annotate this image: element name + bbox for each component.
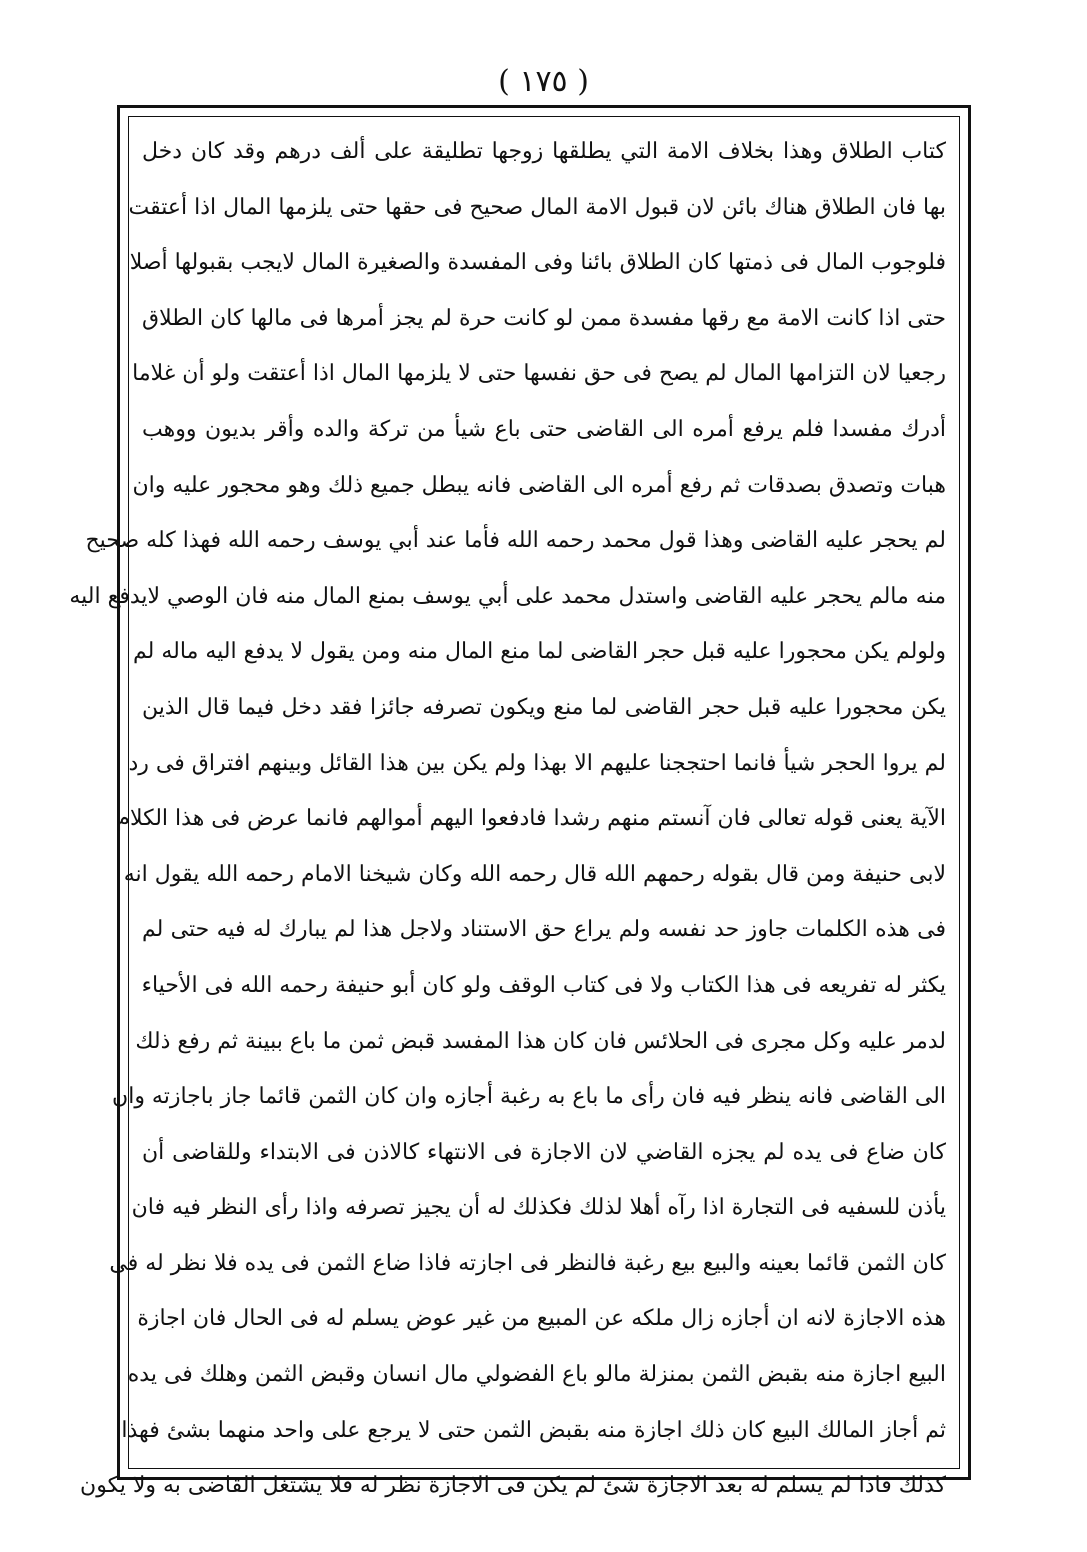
text-line: ثم أجاز المالك البيع كان ذلك اجازة منه بقبض الثمن حتى لا يرجع على واحد منهما بشئ فهذا	[121, 1417, 946, 1443]
text-line: منه مالم يحجر عليه القاضى واستدل محمد على أبي يوسف بمنع المال منه فان الوصي لايدفع اليه	[69, 583, 946, 609]
text-line: الآية يعنى قوله تعالى فان آنستم منهم رشدا فادفعوا اليهم أموالهم فانما عرض فى هذا الكلام	[116, 806, 946, 832]
text-line: يكن محجورا عليه قبل حجر القاضى لما منع ويكون تصرفه جائزا فقد دخل فيما قال الذين	[142, 694, 946, 720]
text-line: الى القاضى فانه ينظر فيه فان رأى ما باع به رغبة أجازه وان كان الثمن قائما جاز باجازته وان	[112, 1084, 946, 1110]
text-line: رجعيا لان التزامها المال لم يصح فى حق نفسها حتى لا يلزمها المال اذا أعتقت ولو أن غلاما	[132, 361, 946, 387]
text-line: لدمر عليه وكل مجرى فى الحلائس فان كان هذا المفسد قبض ثمن ما باع ببينة ثم رفع ذلك	[135, 1028, 946, 1054]
text-line: يكثر له تفريعه فى هذا الكتاب ولا فى كتاب الوقف ولو كان أبو حنيفة رحمه الله فى الأحياء	[141, 972, 946, 998]
page-number: ( ١٧٥ )	[498, 64, 589, 99]
text-line: كان ضاع فى يده لم يجزه القاضي لان الاجازة فى الانتهاء كالاذن فى الابتداء وللقاضى أن	[142, 1139, 946, 1165]
text-line: البيع اجازة منه بقبض الثمن بمنزلة مالو باع الفضولي مال انسان وقبض الثمن وهلك فى يده	[127, 1362, 946, 1388]
text-line: فى هذه الكلمات جاوز حد نفسه ولم يراع حق الاستناد ولاجل هذا لم يبارك له فيه حتى لم	[142, 917, 946, 943]
text-line: أدرك مفسدا فلم يرفع أمره الى القاضى حتى باع شيأ من تركة والده وأقر بديون ووهب	[142, 416, 946, 442]
text-line: هذه الاجازة لانه ان أجازه زال ملكه عن المبيع من غير عوض يسلم له فى الحال فان اجازة	[137, 1306, 946, 1332]
text-line: كان الثمن قائما بعينه والبيع بيع رغبة فالنظر فى اجازته فاذا ضاع الثمن فى يده فلا نظر له فى	[109, 1250, 946, 1276]
text-line: فلوجوب المال فى ذمتها كان الطلاق بائنا وفى المفسدة والصغيرة المال لايجب بقبولها أصلا	[129, 250, 946, 276]
text-line: بها فان الطلاق هناك بائن لان قبول الامة المال صحيح فى حقها حتى يلزمها المال اذا أعتقت	[128, 194, 946, 220]
text-line: لم يحجر عليه القاضى وهذا قول محمد رحمه الله فأما عند أبي يوسف رحمه الله فهذا كله صحيح	[85, 528, 946, 554]
text-line: يأذن للسفيه فى التجارة اذا رآه أهلا لذلك فكذلك له أن يجيز تصرفه واذا رأى النظر فيه فان	[131, 1195, 946, 1221]
text-line: ولولم يكن محجورا عليه قبل حجر القاضى لما منع المال منه ومن يقول لا يدفع اليه ماله لم	[133, 639, 946, 665]
text-line: حتى اذا كانت الامة مع رقها مفسدة ممن لو كانت حرة لم يجز أمرها فى مالها كان الطلاق	[142, 305, 946, 331]
text-line: لم يروا الحجر شيأ فانما احتججنا عليهم الا بهذا ولم يكن بين هذا القائل وبينهم افتراق فى رد	[128, 750, 946, 776]
body-text	[69, 124, 946, 1499]
text-line: كتاب الطلاق وهذا بخلاف الامة التي يطلقها زوجها تطليقة على ألف درهم وقد كان دخل	[142, 139, 946, 164]
text-line: لابى حنيفة ومن قال بقوله رحمهم الله قال رحمه الله وكان شيخنا الامام رحمه الله يقول انه	[123, 861, 946, 887]
text-line: كذلك فاذا لم يسلم له بعد الاجازة شئ لم يكن فى الاجازة نظر له فلا يشتغل القاضى به ولا يكون	[80, 1473, 946, 1499]
text-line: هبات وتصدق بصدقات ثم رفع أمره الى القاضى فانه يبطل جميع ذلك وهو محجور عليه وان	[132, 472, 946, 498]
